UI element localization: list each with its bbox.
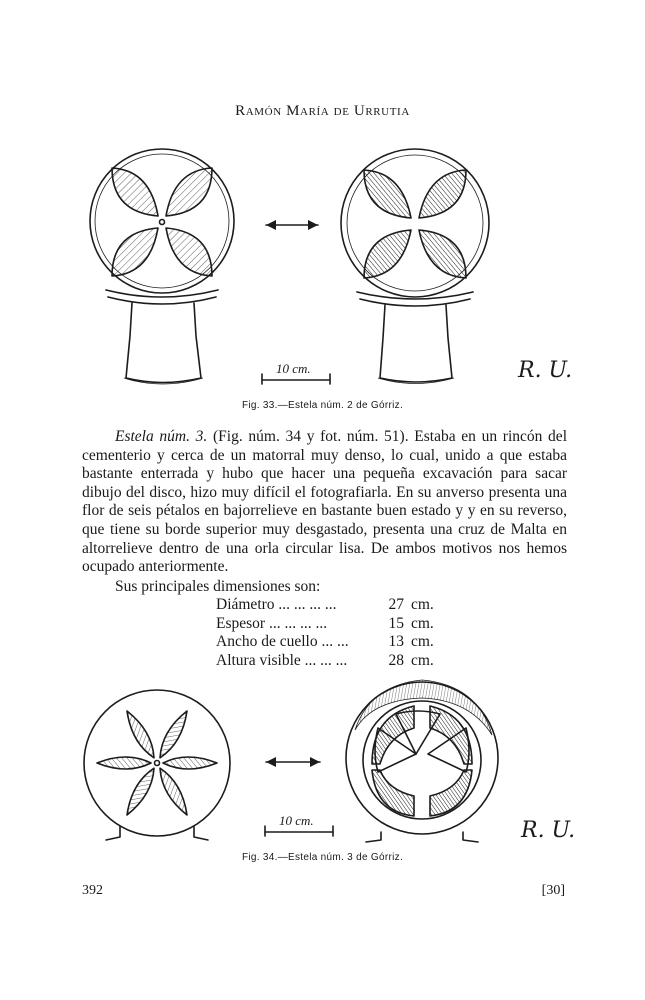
bracket-number: [30] (541, 883, 565, 898)
stele-2-reverse (341, 149, 489, 384)
dimension-value: 15 (388, 614, 404, 632)
dimension-value: 27 (388, 596, 404, 613)
dimensions-table (216, 596, 434, 670)
stele-title: Estela núm. 3. (115, 428, 208, 445)
dimension-row (216, 596, 434, 615)
stele-3-obverse (84, 690, 230, 840)
dimension-label: Espesor ... ... ... ... (216, 614, 328, 632)
dimension-row (216, 633, 434, 652)
dimension-label: Diámetro ... ... ... ... (216, 596, 337, 613)
paragraph-2: Sus principales dimensiones son: (115, 577, 321, 595)
dimension-label: Altura visible ... ... ... (216, 651, 348, 669)
figure-33-drawing (0, 140, 645, 390)
dimension-unit: cm. (411, 633, 434, 651)
figure-33-caption: Fig. 33.—Estela núm. 2 de Górriz. (241, 400, 404, 411)
body-text (82, 428, 567, 596)
double-arrow-icon (266, 220, 318, 230)
dimension-label: Ancho de cuello ... ... (216, 633, 349, 651)
dimension-value: 13 (388, 633, 404, 651)
dimension-value: 28 (388, 651, 404, 669)
page-number: 392 (82, 883, 103, 898)
dimension-unit: cm. (411, 596, 434, 613)
figure-34-scale-label: 10 cm. (279, 813, 314, 828)
figure-33-initials: R. U. (518, 358, 573, 383)
figure-34-initials: R. U. (521, 818, 576, 843)
figure-34-caption: Fig. 34.—Estela núm. 3 de Górriz. (241, 852, 404, 863)
dimension-row (216, 615, 434, 634)
running-head: Ramón María de Urrutia (235, 103, 410, 119)
paragraph-1-text: (Fig. núm. 34 y fot. núm. 51). Estaba en un rincón del cementerio y cerca de un matorral muy denso, lo cual, unido a que estaba bastante enterrada y hubo que hacer una pequeña excavación para sacar dibujo del disco, hizo muy difícil el fotografiarla. En su anverso presenta una flor de seis pétalos en bajorrelieve en bastante buen estado y y en su reverso, que tiene su borde superior muy desgastado, presenta una cruz de Malta en altorrelieve dentro de una orla circular lisa. De ambos motivos nos hemos ocupado anteriormente. (82, 428, 567, 576)
stele-2-obverse (90, 149, 234, 384)
dimension-unit: cm. (411, 651, 434, 669)
figure-33-scale-label: 10 cm. (276, 361, 311, 376)
paragraph-1 (82, 428, 567, 577)
dimension-unit: cm. (411, 614, 434, 632)
dimension-row (216, 652, 434, 671)
double-arrow-icon (266, 757, 320, 767)
stele-3-reverse (346, 680, 498, 842)
